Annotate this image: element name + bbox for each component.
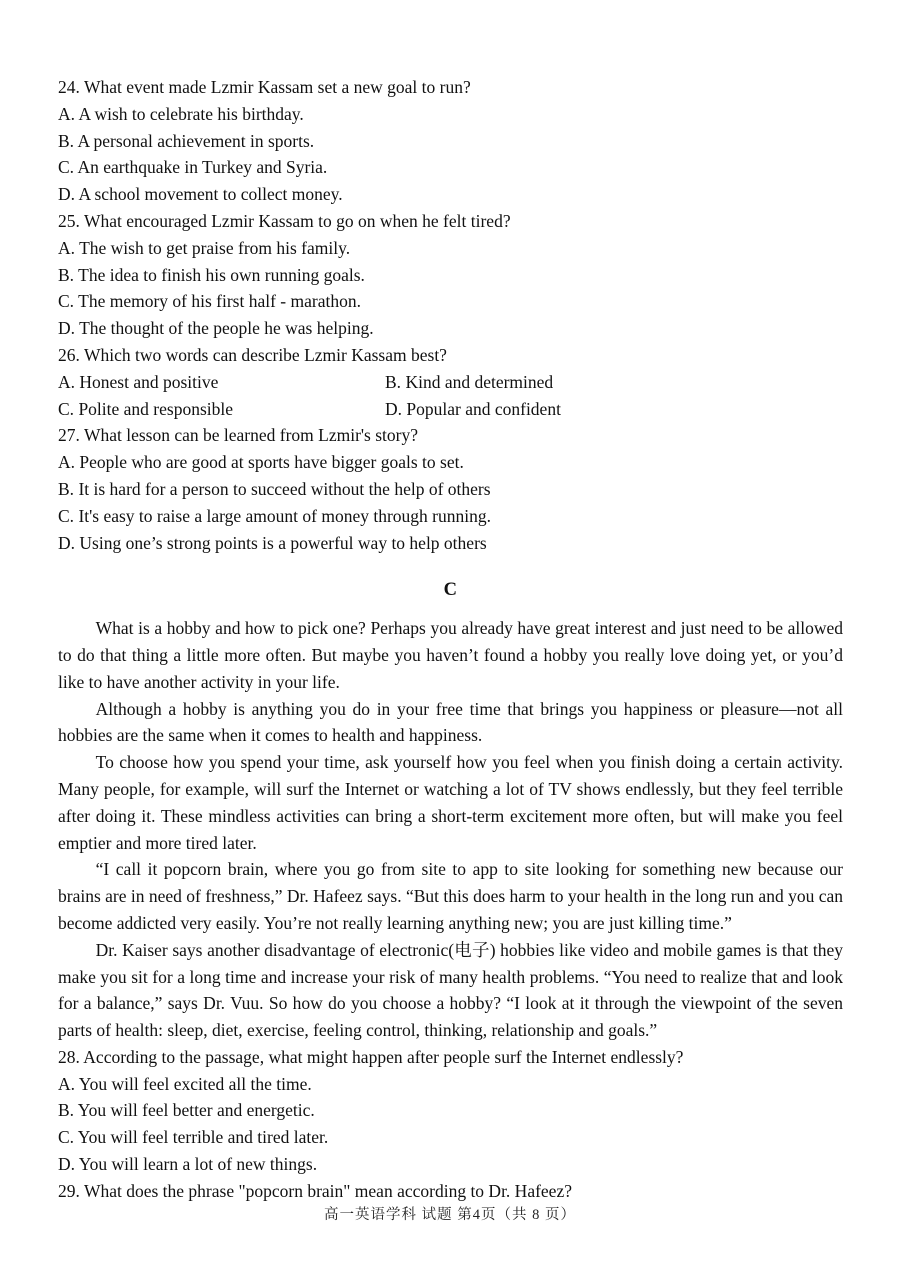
option-text: A personal achievement in sports. — [77, 130, 315, 151]
option-28c — [58, 1124, 843, 1151]
option-25a — [58, 235, 843, 262]
question-number: 27. — [58, 425, 80, 446]
question-text: What event made Lzmir Kassam set a new goal to run? — [83, 77, 471, 97]
question-26 — [58, 342, 843, 369]
option-label: B. — [58, 478, 75, 499]
option-25d — [58, 315, 843, 342]
option-label: B. — [58, 1100, 75, 1121]
option-label: D. — [58, 1154, 76, 1175]
question-29 — [58, 1178, 843, 1205]
option-label: B. — [385, 371, 402, 392]
option-27a — [58, 449, 843, 476]
question-number: 26. — [58, 344, 80, 365]
option-text: You will feel terrible and tired later. — [77, 1127, 329, 1148]
option-text: It is hard for a person to succeed without the help of others — [78, 478, 491, 499]
question-text: Which two words can describe Lzmir Kassam best? — [83, 344, 447, 365]
option-text: You will feel excited all the time. — [78, 1073, 312, 1094]
option-label: A. — [58, 371, 76, 392]
option-text: The memory of his first half - marathon. — [78, 291, 361, 312]
option-27d — [58, 530, 843, 557]
option-label: D. — [385, 398, 403, 419]
passage-c-heading: C — [443, 580, 458, 601]
question-28 — [58, 1044, 843, 1071]
option-25b — [58, 262, 843, 289]
option-label: B. — [58, 130, 75, 151]
passage-paragraph-3: To choose how you spend your time, ask yourself how you feel when you finish doing a certain activity. Many people, for example, will surf the Internet or watching a lot of TV shows endlessly, but they feel terrible after doing it. These mindless activities can bring a short-term excitement more often, but will make you feel emptier and more tired later. — [58, 752, 843, 853]
option-label: A. — [58, 103, 76, 124]
option-text: It's easy to raise a large amount of money through running. — [78, 505, 491, 526]
question-text: According to the passage, what might happen after people surf the Internet endlessly? — [83, 1046, 684, 1067]
page-content — [58, 74, 843, 1205]
option-label: C. — [58, 1127, 75, 1148]
option-28b — [58, 1097, 843, 1124]
question-24 — [58, 74, 843, 101]
option-text: Kind and determined — [405, 371, 554, 392]
option-text: Honest and positive — [79, 371, 219, 392]
option-text: You will learn a lot of new things. — [78, 1154, 318, 1175]
question-number: 25. — [58, 210, 80, 231]
question-25 — [58, 208, 843, 235]
question-number: 28. — [58, 1046, 80, 1067]
passage-paragraph-2: Although a hobby is anything you do in your free time that brings you happiness or pleasure—not all hobbies are the same when it comes to health and happiness. — [58, 698, 843, 746]
option-24a — [58, 101, 843, 128]
option-27b — [58, 476, 843, 503]
option-text: Popular and confident — [406, 398, 561, 419]
option-28d — [58, 1151, 843, 1178]
question-number: 29. — [58, 1180, 80, 1201]
option-26c — [58, 396, 385, 423]
option-28a — [58, 1071, 843, 1098]
option-24b — [58, 128, 843, 155]
passage-paragraph-4: “I call it popcorn brain, where you go from site to app to site looking for something new because our brains are in need of freshness,” Dr. Hafeez says. “But this does harm to your health in the long run and you can become addicted very easily. You’re not really learning anything new; you are just killing time.” — [58, 859, 843, 933]
passage-paragraph-1: What is a hobby and how to pick one? Perhaps you already have great interest and just need to be allowed to do that thing a little more often. But maybe you haven’t found a hobby you really love doing yet, or you’d like to have another activity in your life. — [58, 618, 843, 692]
option-26b — [385, 369, 843, 396]
page-footer: 高一英语学科 试题 第4页（共 8 页） — [324, 1207, 576, 1223]
option-26a — [58, 369, 385, 396]
option-label: C. — [58, 157, 75, 178]
option-label: A. — [58, 452, 76, 473]
question-27 — [58, 422, 843, 449]
option-label: D. — [58, 318, 76, 339]
option-24d — [58, 181, 843, 208]
option-25c — [58, 288, 843, 315]
option-text: The idea to finish his own running goals. — [78, 264, 365, 285]
question-text: What lesson can be learned from Lzmir's story? — [83, 425, 419, 446]
option-text: Using one’s strong points is a powerful way to help others — [79, 532, 487, 553]
option-24c — [58, 154, 843, 181]
question-number: 24. — [58, 77, 80, 97]
option-row-26cd — [58, 396, 843, 423]
option-text: You will feel better and energetic. — [77, 1100, 315, 1121]
option-label: A. — [58, 237, 76, 258]
option-text: The thought of the people he was helping. — [79, 318, 374, 339]
option-26d — [385, 396, 843, 423]
option-text: An earthquake in Turkey and Syria. — [77, 157, 328, 178]
option-text: A school movement to collect money. — [78, 184, 343, 205]
option-row-26ab — [58, 369, 843, 396]
option-label: A. — [58, 1073, 76, 1094]
question-text: What encouraged Lzmir Kassam to go on when he felt tired? — [83, 210, 511, 231]
option-27c — [58, 503, 843, 530]
option-label: D. — [58, 532, 76, 553]
option-label: C. — [58, 398, 75, 419]
option-text: Polite and responsible — [78, 398, 233, 419]
option-label: C. — [58, 505, 75, 526]
option-text: People who are good at sports have bigger goals to set. — [79, 452, 464, 473]
option-label: C. — [58, 291, 75, 312]
option-text: The wish to get praise from his family. — [79, 237, 351, 258]
question-text: What does the phrase "popcorn brain" mean according to Dr. Hafeez? — [83, 1180, 572, 1201]
option-label: B. — [58, 264, 75, 285]
option-label: D. — [58, 184, 76, 205]
option-text: A wish to celebrate his birthday. — [78, 103, 304, 124]
passage-paragraph-5: Dr. Kaiser says another disadvantage of electronic(电子) hobbies like video and mobile games is that they make you sit for a long time and increase your risk of many health problems. “You need to realize that and look for a balance,” says Dr. Vuu. So how do you choose a hobby? “I look at it through the viewpoint of the seven parts of health: sleep, diet, exercise, feeling control, thinking, relationship and goals.” — [58, 939, 843, 1041]
